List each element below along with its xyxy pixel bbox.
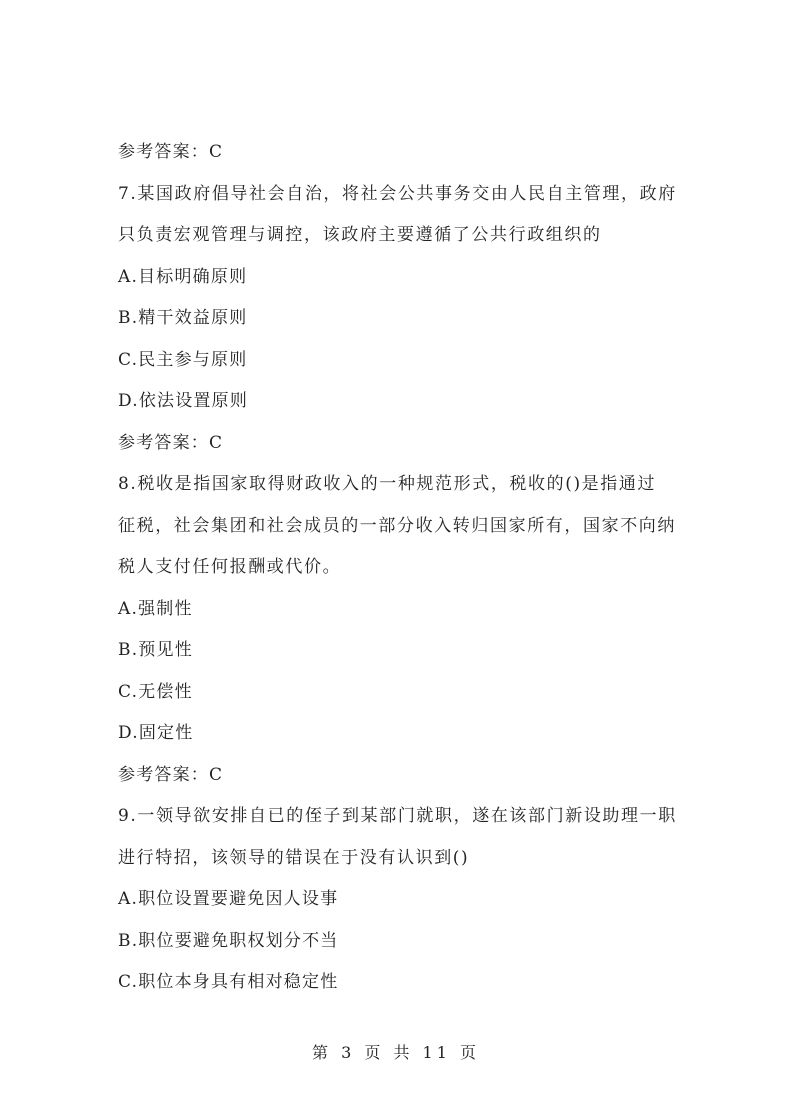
question-7-line-2: 只负责宏观管理与调控，该政府主要遵循了公共行政组织的 <box>118 225 602 245</box>
option-a: A.目标明确原则 <box>118 266 248 287</box>
page-footer: 第 3 页 共 11 页 <box>312 1043 480 1062</box>
option-b: B.预见性 <box>118 640 193 660</box>
option-b: B.职位要避免职权划分不当 <box>118 930 339 951</box>
option-b: B.精干效益原则 <box>118 308 248 328</box>
question-8-line-1: 8.税收是指国家取得财政收入的一种规范形式，税收的()是指通过 <box>118 474 657 494</box>
option-c: C.职位本身具有相对稳定性 <box>118 972 339 992</box>
answer-line: 参考答案：C <box>118 432 224 453</box>
option-d: D.依法设置原则 <box>118 391 249 411</box>
document-body <box>118 132 678 1004</box>
option-d: D.固定性 <box>118 723 194 743</box>
option-c: C.民主参与原则 <box>118 349 248 370</box>
answer-line: 参考答案：C <box>118 764 224 785</box>
answer-line: 参考答案：C <box>118 142 224 162</box>
option-a: A.强制性 <box>118 598 193 619</box>
question-8-line-2: 征税，社会集团和社会成员的一部分收入转归国家所有，国家不向纳 <box>118 515 676 536</box>
option-a: A.职位设置要避免因人设事 <box>118 889 339 909</box>
question-9-line-2: 进行特招，该领导的错误在于没有认识到() <box>118 847 470 868</box>
question-8-line-3: 税人支付任何报酬或代价。 <box>118 557 342 577</box>
question-9-line-1: 9.一领导欲安排自已的侄子到某部门就职，遂在该部门新设助理一职 <box>118 806 677 826</box>
option-c: C.无偿性 <box>118 681 193 702</box>
question-7-line-1: 7.某国政府倡导社会自治，将社会公共事务交由人民自主管理，政府 <box>118 183 677 204</box>
